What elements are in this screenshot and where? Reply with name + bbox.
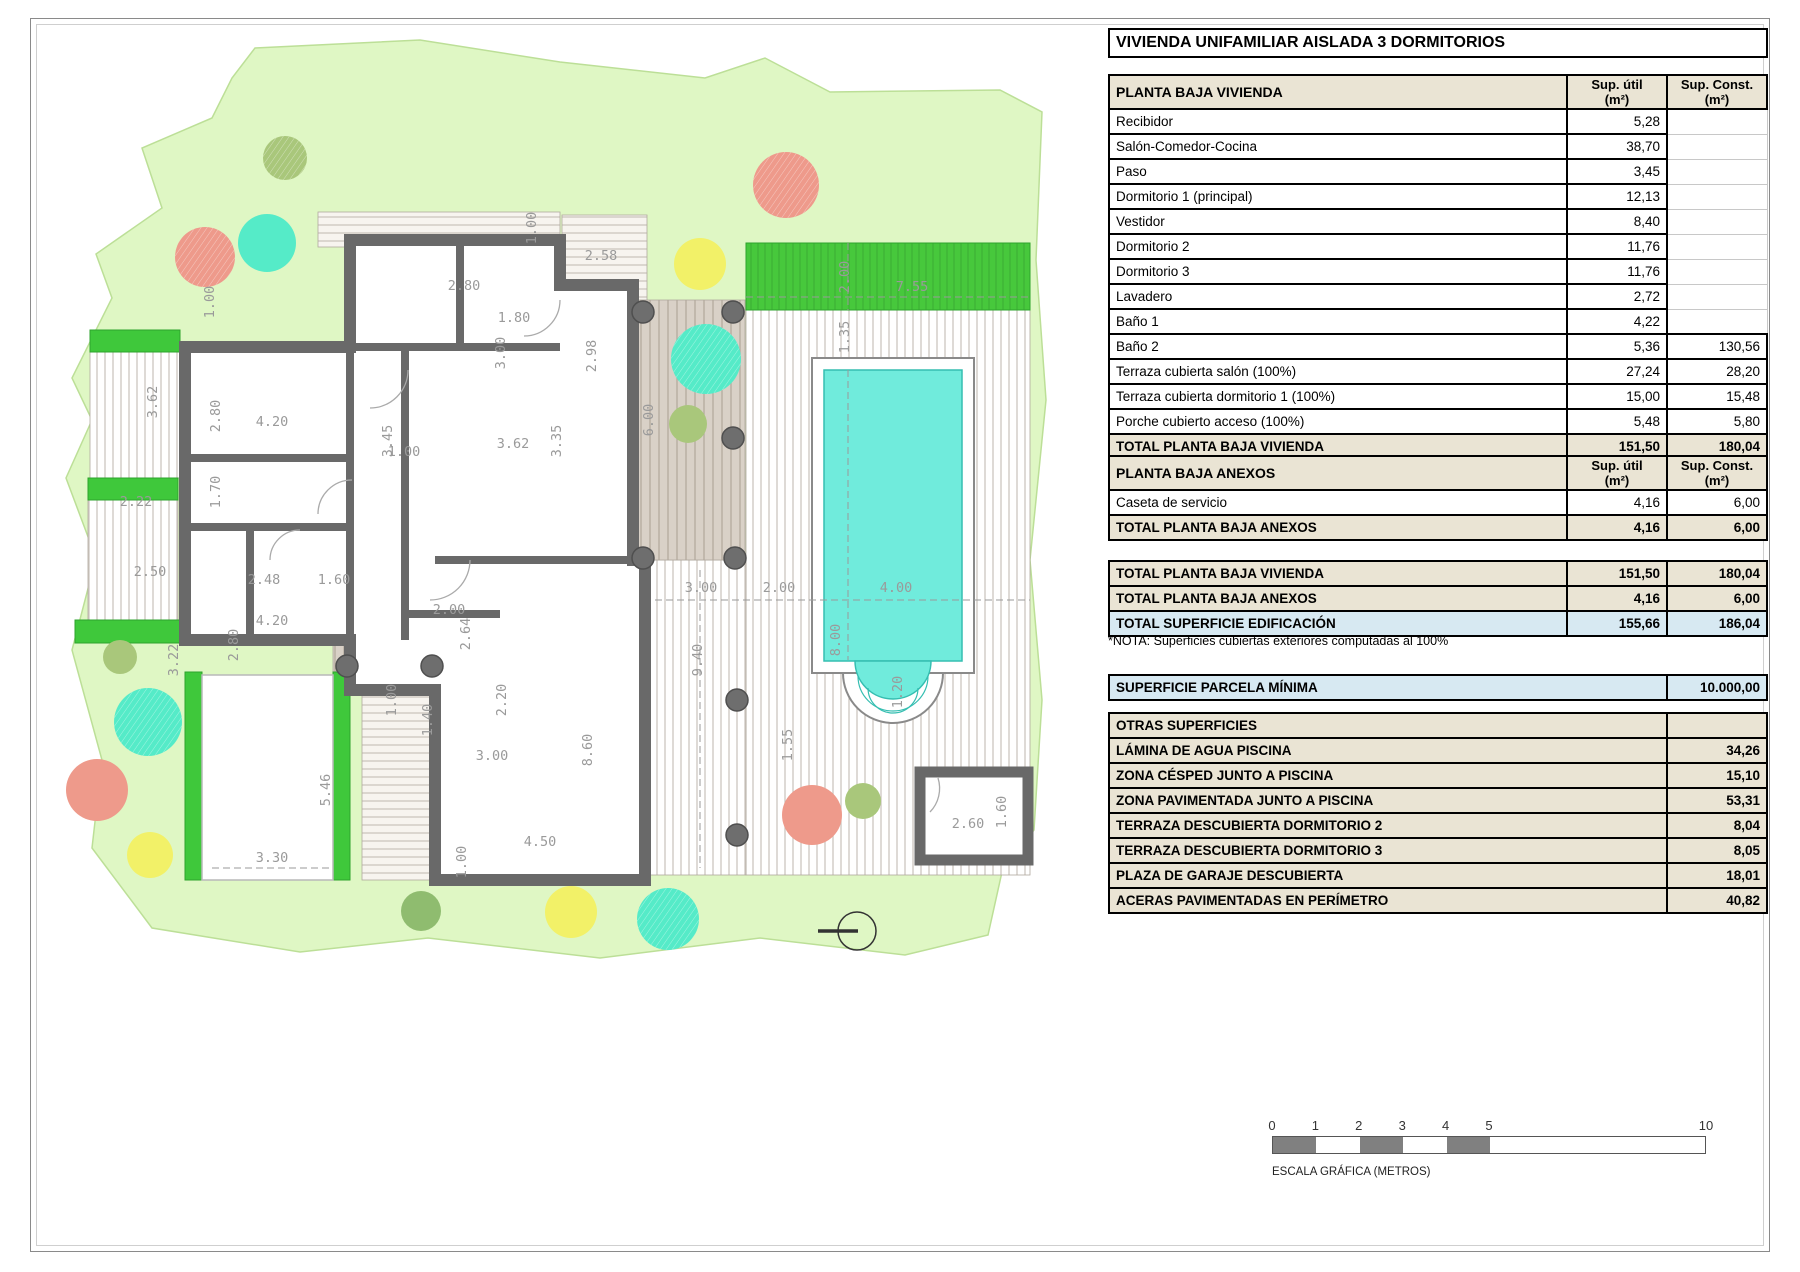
row-sup-util: 11,76 bbox=[1567, 234, 1667, 259]
dimension-label: 1.40 bbox=[420, 703, 436, 737]
row-sup-const bbox=[1667, 309, 1767, 334]
dimension-label: 6.00 bbox=[641, 403, 657, 437]
column-header-sup-util: Sup. útil (m²) bbox=[1567, 456, 1667, 490]
dimension-label: 4.00 bbox=[879, 580, 913, 596]
scale-tick-label: 1 bbox=[1311, 1118, 1320, 1133]
otras-label: ACERAS PAVIMENTADAS EN PERÍMETRO bbox=[1109, 888, 1667, 913]
row-sup-const: 15,48 bbox=[1667, 384, 1767, 409]
scale-tick-label: 3 bbox=[1398, 1118, 1406, 1133]
otras-row bbox=[1109, 863, 1767, 888]
row-sup-const bbox=[1667, 134, 1767, 159]
dimension-label: 1.00 bbox=[202, 285, 218, 319]
dimension-label: 3.62 bbox=[145, 385, 161, 419]
table-planta-baja-anexos bbox=[1108, 455, 1770, 541]
row-sup-const: 180,04 bbox=[1667, 561, 1767, 586]
otras-row bbox=[1109, 788, 1767, 813]
dimension-label: 3.00 bbox=[493, 336, 509, 370]
header-row bbox=[1109, 75, 1767, 109]
row-label: Terraza cubierta salón (100%) bbox=[1109, 359, 1567, 384]
dimension-label: 3.22 bbox=[166, 643, 182, 677]
table-row bbox=[1109, 384, 1767, 409]
west-pavement-2 bbox=[88, 500, 178, 620]
row-sup-const: 28,20 bbox=[1667, 359, 1767, 384]
pool bbox=[812, 358, 974, 723]
otras-value: 40,82 bbox=[1667, 888, 1767, 913]
row-label: Caseta de servicio bbox=[1109, 490, 1567, 515]
table-row bbox=[1109, 309, 1767, 334]
dimension-label: 3.00 bbox=[684, 580, 718, 596]
column-header-sup-const: Sup. Const. (m²) bbox=[1667, 75, 1767, 109]
dimension-label: 2.48 bbox=[247, 572, 281, 588]
row-label: Porche cubierto acceso (100%) bbox=[1109, 409, 1567, 434]
pool-lawn-strip bbox=[746, 243, 1030, 310]
row-sup-util: 5,36 bbox=[1567, 334, 1667, 359]
otras-row bbox=[1109, 813, 1767, 838]
table-row bbox=[1109, 611, 1767, 636]
dimension-label: 3.35 bbox=[549, 424, 565, 458]
row-label: Baño 1 bbox=[1109, 309, 1567, 334]
scale-segment bbox=[1403, 1137, 1446, 1153]
row-sup-util: 11,76 bbox=[1567, 259, 1667, 284]
scale-bar bbox=[1272, 1136, 1706, 1154]
dimension-label: 2.20 bbox=[494, 683, 510, 717]
dimension-label: 1.80 bbox=[497, 310, 531, 326]
scale-segment bbox=[1360, 1137, 1403, 1153]
dimension-label: 2.00 bbox=[432, 602, 466, 618]
table-row bbox=[1109, 209, 1767, 234]
otras-row bbox=[1109, 738, 1767, 763]
total-row bbox=[1109, 515, 1767, 540]
row-label: TOTAL PLANTA BAJA VIVIENDA bbox=[1109, 561, 1567, 586]
dimension-label: 1.70 bbox=[208, 475, 224, 509]
total-label: TOTAL PLANTA BAJA VIVIENDA bbox=[1109, 434, 1567, 459]
row-label: Lavadero bbox=[1109, 284, 1567, 309]
table-row bbox=[1109, 109, 1767, 134]
dimension-label: 1.55 bbox=[780, 728, 796, 762]
table-row bbox=[1109, 184, 1767, 209]
dimension-label: 2.22 bbox=[119, 494, 153, 510]
otras-label: PLAZA DE GARAJE DESCUBIERTA bbox=[1109, 863, 1667, 888]
header-row bbox=[1109, 456, 1767, 490]
dimension-label: 1.00 bbox=[524, 211, 540, 245]
dimension-label: 2.80 bbox=[447, 278, 481, 294]
dimension-label: 2.60 bbox=[951, 816, 985, 832]
row-sup-const bbox=[1667, 234, 1767, 259]
table-row bbox=[1109, 490, 1767, 515]
table-row bbox=[1109, 234, 1767, 259]
otras-label: TERRAZA DESCUBIERTA DORMITORIO 3 bbox=[1109, 838, 1667, 863]
dimension-label: 1.00 bbox=[454, 845, 470, 879]
table-row bbox=[1109, 284, 1767, 309]
dimension-label: 7.55 bbox=[895, 279, 929, 295]
scale-segment bbox=[1273, 1137, 1316, 1153]
table-totales bbox=[1108, 560, 1770, 637]
otras-value: 8,05 bbox=[1667, 838, 1767, 863]
table-row bbox=[1109, 159, 1767, 184]
dimension-label: 2.98 bbox=[584, 339, 600, 373]
dimension-label: 1.00 bbox=[387, 444, 421, 460]
row-sup-util: 3,45 bbox=[1567, 159, 1667, 184]
scale-tick-label: 0 bbox=[1268, 1118, 1276, 1133]
parcela-row bbox=[1109, 675, 1767, 700]
column-header-sup-const: Sup. Const. (m²) bbox=[1667, 456, 1767, 490]
dimension-label: 8.00 bbox=[828, 623, 844, 657]
row-label: Baño 2 bbox=[1109, 334, 1567, 359]
row-sup-util: 4,16 bbox=[1567, 586, 1667, 611]
row-sup-util: 27,24 bbox=[1567, 359, 1667, 384]
row-label: Vestidor bbox=[1109, 209, 1567, 234]
table-row bbox=[1109, 334, 1767, 359]
column-header-name: PLANTA BAJA VIVIENDA bbox=[1109, 75, 1567, 109]
otras-value: 18,01 bbox=[1667, 863, 1767, 888]
row-sup-util: 4,22 bbox=[1567, 309, 1667, 334]
table-row bbox=[1109, 259, 1767, 284]
column-header-sup-util: Sup. útil (m²) bbox=[1567, 75, 1667, 109]
otras-label: TERRAZA DESCUBIERTA DORMITORIO 2 bbox=[1109, 813, 1667, 838]
dimension-label: 1.20 bbox=[890, 675, 906, 709]
table-parcela-minima bbox=[1108, 674, 1770, 701]
table-otras-superficies bbox=[1108, 712, 1770, 914]
west-pavement-1 bbox=[90, 352, 185, 478]
row-sup-util: 5,48 bbox=[1567, 409, 1667, 434]
total-sup-const: 6,00 bbox=[1667, 515, 1767, 540]
otras-header-empty bbox=[1667, 713, 1767, 738]
otras-label: ZONA CÉSPED JUNTO A PISCINA bbox=[1109, 763, 1667, 788]
scale-caption: ESCALA GRÁFICA (METROS) bbox=[1272, 1166, 1431, 1178]
row-sup-util: 38,70 bbox=[1567, 134, 1667, 159]
dimension-label: 9.40 bbox=[690, 643, 706, 677]
parcela-label: SUPERFICIE PARCELA MÍNIMA bbox=[1109, 675, 1667, 700]
total-sup-util: 4,16 bbox=[1567, 515, 1667, 540]
row-sup-util: 155,66 bbox=[1567, 611, 1667, 636]
otras-value: 8,04 bbox=[1667, 813, 1767, 838]
row-label: Dormitorio 3 bbox=[1109, 259, 1567, 284]
dimension-label: 3.62 bbox=[496, 436, 530, 452]
table-row bbox=[1109, 409, 1767, 434]
graphic-scale bbox=[1268, 1118, 1742, 1198]
total-sup-const: 180,04 bbox=[1667, 434, 1767, 459]
otras-value: 53,31 bbox=[1667, 788, 1767, 813]
dimension-label: 4.20 bbox=[255, 613, 289, 629]
row-sup-const: 186,04 bbox=[1667, 611, 1767, 636]
row-sup-const bbox=[1667, 259, 1767, 284]
otras-header-row bbox=[1109, 713, 1767, 738]
dimension-label: 2.00 bbox=[837, 260, 853, 294]
otras-row bbox=[1109, 888, 1767, 913]
row-sup-const bbox=[1667, 159, 1767, 184]
dimension-label: 4.50 bbox=[523, 834, 557, 850]
dimension-label: 3.00 bbox=[475, 748, 509, 764]
otras-label: ZONA PAVIMENTADA JUNTO A PISCINA bbox=[1109, 788, 1667, 813]
row-sup-util: 8,40 bbox=[1567, 209, 1667, 234]
dimension-label: 1.00 bbox=[384, 683, 400, 717]
dimension-label: 2.00 bbox=[762, 580, 796, 596]
dimension-label: 5.46 bbox=[318, 773, 334, 807]
row-sup-util: 2,72 bbox=[1567, 284, 1667, 309]
total-label: TOTAL PLANTA BAJA ANEXOS bbox=[1109, 515, 1567, 540]
dimension-label: 3.30 bbox=[255, 850, 289, 866]
table-row bbox=[1109, 561, 1767, 586]
row-sup-util: 151,50 bbox=[1567, 561, 1667, 586]
dimension-label: 8.60 bbox=[580, 733, 596, 767]
table-planta-baja-vivienda bbox=[1108, 74, 1770, 460]
dimension-label: 1.60 bbox=[994, 795, 1010, 829]
table-row bbox=[1109, 359, 1767, 384]
dimension-label: 2.80 bbox=[208, 399, 224, 433]
otras-value: 34,26 bbox=[1667, 738, 1767, 763]
row-sup-const bbox=[1667, 184, 1767, 209]
dimension-label: 4.20 bbox=[255, 414, 289, 430]
otras-header-label: OTRAS SUPERFICIES bbox=[1109, 713, 1667, 738]
row-label: TOTAL PLANTA BAJA ANEXOS bbox=[1109, 586, 1567, 611]
row-sup-util: 5,28 bbox=[1567, 109, 1667, 134]
row-sup-const bbox=[1667, 284, 1767, 309]
scale-tick-label: 4 bbox=[1441, 1118, 1450, 1133]
otras-row bbox=[1109, 838, 1767, 863]
dimension-label: 2.64 bbox=[458, 617, 474, 651]
row-sup-const: 6,00 bbox=[1667, 490, 1767, 515]
sheet-title: VIVIENDA UNIFAMILIAR AISLADA 3 DORMITORIOS bbox=[1108, 28, 1768, 58]
dimension-label: 1.35 bbox=[837, 320, 853, 354]
row-label: Recibidor bbox=[1109, 109, 1567, 134]
row-label: Dormitorio 1 (principal) bbox=[1109, 184, 1567, 209]
column-header-name: PLANTA BAJA ANEXOS bbox=[1109, 456, 1567, 490]
row-sup-const: 5,80 bbox=[1667, 409, 1767, 434]
row-sup-util: 4,16 bbox=[1567, 490, 1667, 515]
row-label: Paso bbox=[1109, 159, 1567, 184]
dimension-label: 2.50 bbox=[133, 564, 167, 580]
row-sup-const: 130,56 bbox=[1667, 334, 1767, 359]
row-label: Dormitorio 2 bbox=[1109, 234, 1567, 259]
row-label: Terraza cubierta dormitorio 1 (100%) bbox=[1109, 384, 1567, 409]
row-sup-util: 12,13 bbox=[1567, 184, 1667, 209]
scale-tick-label: 5 bbox=[1485, 1118, 1493, 1133]
row-sup-const bbox=[1667, 209, 1767, 234]
scale-tick-label: 2 bbox=[1355, 1118, 1363, 1133]
scale-segment bbox=[1447, 1137, 1490, 1153]
table-row bbox=[1109, 586, 1767, 611]
dimension-label: 2.80 bbox=[226, 628, 242, 662]
table-row bbox=[1109, 134, 1767, 159]
otras-label: LÁMINA DE AGUA PISCINA bbox=[1109, 738, 1667, 763]
scale-tick-labels bbox=[1268, 1118, 1742, 1133]
parcela-value: 10.000,00 bbox=[1667, 675, 1767, 700]
scale-segment bbox=[1316, 1137, 1359, 1153]
otras-row bbox=[1109, 763, 1767, 788]
total-sup-util: 151,50 bbox=[1567, 434, 1667, 459]
row-sup-const: 6,00 bbox=[1667, 586, 1767, 611]
otras-value: 15,10 bbox=[1667, 763, 1767, 788]
row-label: TOTAL SUPERFICIE EDIFICACIÓN bbox=[1109, 611, 1567, 636]
table-note: *NOTA: Superficies cubiertas exteriores computadas al 100% bbox=[1108, 634, 1449, 648]
row-sup-util: 15,00 bbox=[1567, 384, 1667, 409]
dimension-label: 2.58 bbox=[584, 248, 618, 264]
dimension-label: 3.45 bbox=[380, 424, 396, 458]
dimension-label: 1.60 bbox=[317, 572, 351, 588]
scale-tick-label: 10 bbox=[1698, 1118, 1714, 1133]
row-label: Salón-Comedor-Cocina bbox=[1109, 134, 1567, 159]
row-sup-const bbox=[1667, 109, 1767, 134]
